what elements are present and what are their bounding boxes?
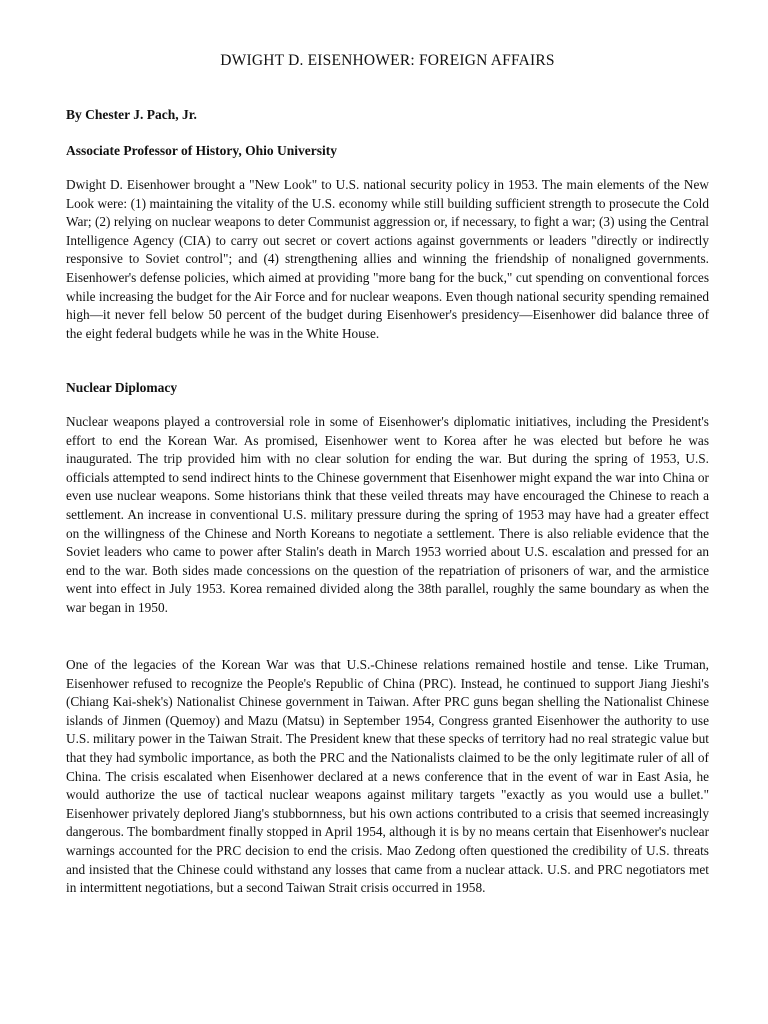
author-affiliation: Associate Professor of History, Ohio University [66, 143, 337, 158]
section-heading-nuclear-diplomacy: Nuclear Diplomacy [66, 380, 178, 395]
document-title: DWIGHT D. EISENHOWER: FOREIGN AFFAIRS [220, 52, 555, 69]
paragraph-korean-war: Nuclear weapons played a controversial role in some of Eisenhower's diplomatic initiatives, including the President's effort to end the Korean War. As promised, Eisenhower went to Korea after he was elected but before he was inaugurated. The trip provided him with no clear solution for ending the war. But during the spring of 1953, U.S. officials attempted to send indirect hints to the Chinese government that Eisenhower might expand the war into China or even use nuclear weapons. Some historians think that these veiled threats may have encouraged the Chinese to reach a settlement. An increase in conventional U.S. military pressure during the spring of 1953 may have had a greater effect on the willingness of the Chinese and North Koreans to negotiate a settlement. There is also reliable evidence that the Soviet leaders who came to power after Stalin's death in March 1953 worried about U.S. escalation and pressed for an end to the war. Both sides made concessions on the question of the repatriation of prisoners of war, and the armistice went into effect in July 1953. Korea remained divided along the 38th parallel, roughly the same boundary as when the war began in 1950. [66, 414, 709, 615]
author-byline: By Chester J. Pach, Jr. [66, 107, 197, 122]
paragraph-taiwan-strait: One of the legacies of the Korean War was that U.S.-Chinese relations remained hostile and tense. Like Truman, Eisenhower refused to recognize the People's Republic of China (PRC). Instead, he continued to support Jiang Jieshi's (Chiang Kai-shek's) Nationalist Chinese government in Taiwan. After PRC guns began shelling the Nationalist Chinese islands of Jinmen (Quemoy) and Mazu (Matsu) in September 1954, Congress granted Eisenhower the authority to use U.S. military power in the Taiwan Strait. The President knew that these specks of territory had no real strategic value but that they had symbolic importance, as both the PRC and the Nationalists claimed to be the only legitimate ruler of all of China. The crisis escalated when Eisenhower declared at a news conference that in the event of war in East Asia, he would authorize the use of tactical nuclear weapons against military targets "exactly as you would use a bullet." Eisenhower privately deplored Jiang's stubbornness, but his own actions contributed to a crisis that seemed increasingly dangerous. The bombardment finally stopped in April 1954, although it is by no means certain that Eisenhower's nuclear warnings accounted for the PRC decision to end the crisis. Mao Zedong often questioned the credibility of U.S. threats and insisted that the Chinese could withstand any losses that came from a nuclear attack. U.S. and PRC negotiators met in intermittent negotiations, but a second Taiwan Strait crisis occurred in 1958. [66, 657, 709, 896]
paragraph-new-look: Dwight D. Eisenhower brought a "New Look" to U.S. national security policy in 1953. The main elements of the New Look were: (1) maintaining the vitality of the U.S. economy while still building sufficient strength to prosecute the Cold War; (2) relying on nuclear weapons to deter Communist aggression or, if necessary, to fight a war; (3) using the Central Intelligence Agency (CIA) to carry out secret or covert actions against governments or leaders "directly or indirectly responsive to Soviet control"; and (4) strengthening allies and winning the friendship of nonaligned governments. Eisenhower's defense policies, which aimed at providing "more bang for the buck," cut spending on conventional forces while increasing the budget for the Air Force and for nuclear weapons. Even though national security spending remained high—it never fell below 50 percent of the budget during Eisenhower's presidency—Eisenhower did balance three of the eight federal budgets while he was in the White House. [66, 177, 709, 341]
